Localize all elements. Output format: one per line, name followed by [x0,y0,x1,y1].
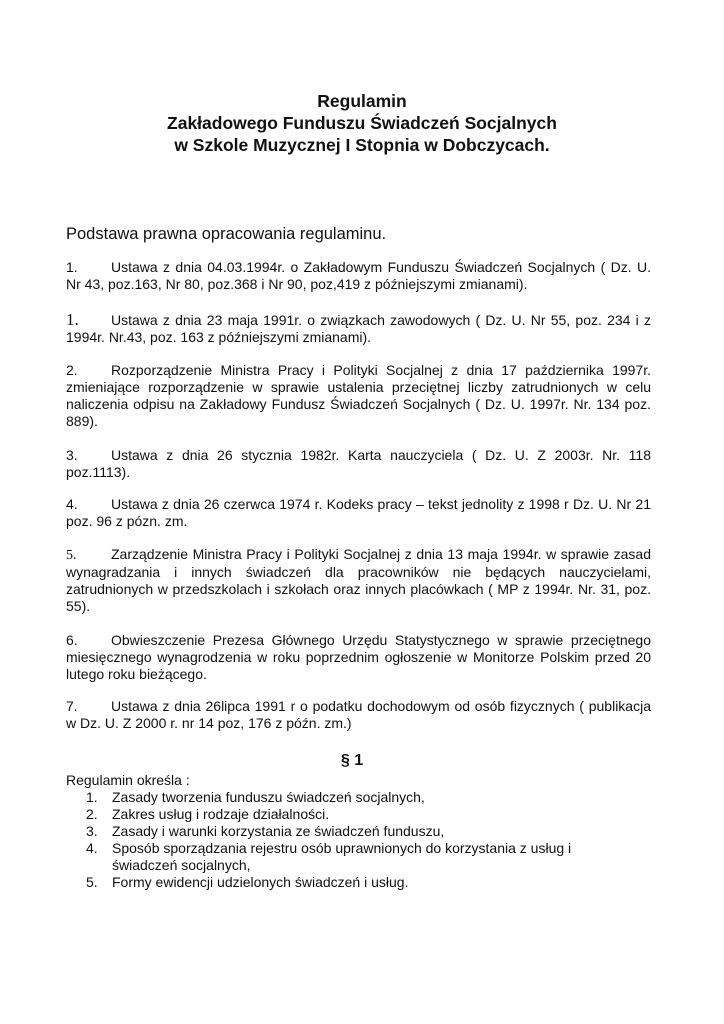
item-text: Obwieszczenie Prezesa Głównego Urzędu Statystycznego w sprawie przeciętnego miesięcznego wynagrodzenia w roku poprzednim ogłoszenie w Monitorze Polskim przed 20 lutego roku bieżącego. [66,632,651,682]
list-item [66,874,626,891]
legal-basis-item [66,447,651,481]
legal-basis-item [66,546,651,615]
list-item-number: 4. [86,840,98,856]
legal-basis-item [66,496,651,530]
item-text: Zarządzenie Ministra Pracy i Polityki Socjalnej z dnia 13 maja 1994r. w sprawie zasad wynagradzania i innych świadczeń dla pracowników nie będących nauczycielami, zatrudnionych w przedszkolach i szkołach oraz innych placówkach ( MP z 1994r. Nr. 31, poz. 55). [66,546,651,614]
scope-list [66,789,626,891]
list-item [66,823,626,840]
list-item-text: Sposób sporządzania rejestru osób uprawnionych do korzystania z usług i świadczeń socjalnych, [112,840,572,873]
item-number: 3. [66,447,78,463]
item-number: 2. [66,362,78,378]
section-1-intro: Regulamin określa : [66,772,190,788]
item-number: 1. [66,310,79,329]
list-item-text: Zakres usług i rodzaje działalności. [112,806,330,822]
legal-basis-heading: Podstawa prawna opracowania regulaminu. [66,225,387,243]
list-item [66,840,626,874]
list-item [66,789,626,806]
item-text: Ustawa z dnia 04.03.1994r. o Zakładowym Funduszu Świadczeń Socjalnych ( Dz. U. Nr 43, poz.163, Nr 80, poz.368 i Nr 90, poz,419 z późniejszymi zmianami). [66,259,651,292]
item-text: Ustawa z dnia 26 czerwca 1974 r. Kodeks pracy – tekst jednolity z 1998 r Dz. U. Nr 21 poz. 96 z pózn. zm. [66,496,651,529]
item-number: 4. [66,496,78,512]
list-item-number: 5. [86,874,98,890]
title-line-3: w Szkole Muzycznej I Stopnia w Dobczycach. [174,135,550,155]
legal-basis-item [66,362,651,430]
list-item-text: Zasady tworzenia funduszu świadczeń socjalnych, [112,789,425,805]
item-text: Rozporządzenie Ministra Pracy i Polityki Socjalnej z dnia 17 października 1997r. zmieniające rozporządzenie w sprawie ustalenia przeciętnej liczby zatrudnionych w celu naliczenia odpisu na Zakładowy Fundusz Świadczeń Socjalnych ( Dz. U. 1997r. Nr. 134 poz. 889). [66,362,651,429]
legal-basis-item [66,632,651,683]
list-item-text: Formy ewidencji udzielonych świadczeń i usług. [112,874,409,890]
legal-basis-item [66,311,651,346]
list-item-number: 1. [86,789,98,805]
item-text: Ustawa z dnia 23 maja 1991r. o związkach zawodowych ( Dz. U. Nr 55, poz. 234 i z 1994r. Nr.43, poz. 163 z późniejszymi zmianami). [66,312,651,345]
item-number: 1. [66,259,78,275]
list-item-text: Zasady i warunki korzystania ze świadczeń funduszu, [112,823,445,839]
title-line-1: Regulamin [317,91,407,111]
item-number: 5. [66,548,77,563]
item-text: Ustawa z dnia 26lipca 1991 r o podatku dochodowym od osób fizycznych ( publikacja w Dz. U. Z 2000 r. nr 14 poz, 176 z późn. zm.) [66,698,651,731]
item-number: 6. [66,632,78,648]
item-text: Ustawa z dnia 26 stycznia 1982r. Karta nauczyciela ( Dz. U. Z 2003r. Nr. 118 poz.1113). [66,447,651,480]
list-item [66,806,626,823]
item-number: 7. [66,698,78,714]
list-item-number: 3. [86,823,98,839]
list-item-number: 2. [86,806,98,822]
document-title [0,90,724,156]
legal-basis-item [66,698,651,732]
section-1-mark: § 1 [340,752,364,769]
section-1-heading [0,752,724,770]
title-line-2: Zakładowego Funduszu Świadczeń Socjalnych [167,113,557,133]
legal-basis-item [66,259,651,293]
